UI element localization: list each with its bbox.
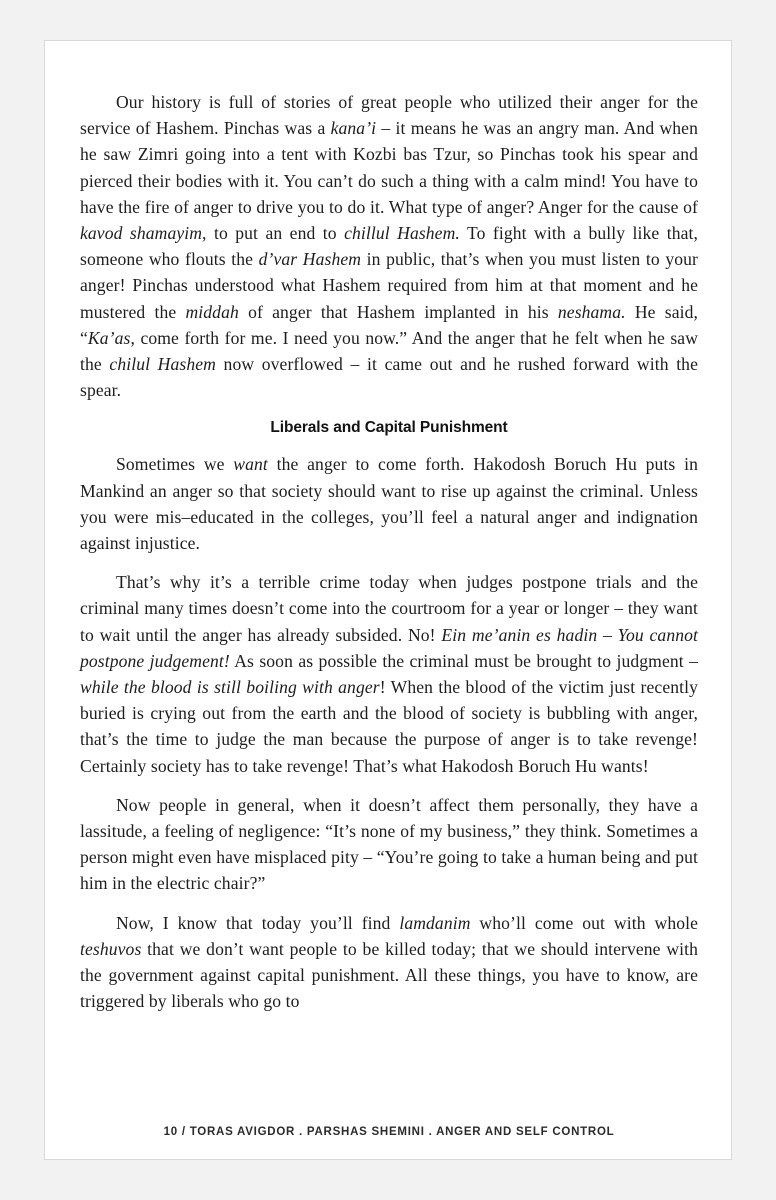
text-run: ! When the blood of the victim just recently buried is crying out from the earth and the blood of society is bubbling with anger, that’s the time to judge the man because the purpose of anger is to take revenge! Certainly society has to take revenge! That’s what Hakodosh Boruch Hu wants! <box>80 677 698 776</box>
text-run-italic: chilul Hashem <box>109 354 216 375</box>
text-run-italic: want <box>233 454 268 475</box>
text-run: now overflowed – it came out and he rushed forward with the spear. <box>80 354 698 401</box>
document-page <box>44 40 732 1160</box>
text-run: Now people in general, when it doesn’t affect them personally, they have a lassitude, a feeling of negligence: “It’s none of my business,” they think. Sometimes a person might even have misplaced pity – “You’re going to take a human being and put him in the electric chair?” <box>80 794 698 894</box>
text-run: Now, I know that today you’ll find <box>116 912 400 933</box>
paragraph-2 <box>80 451 698 556</box>
text-run-italic: Ka’as <box>87 327 131 348</box>
text-run: Sometimes we <box>116 454 234 475</box>
paragraph-4 <box>80 792 698 897</box>
paragraph-3 <box>80 569 698 779</box>
text-run-italic: chillul Hashem. <box>344 223 460 244</box>
text-run: As soon as possible the criminal must be brought to judgment – <box>229 650 698 671</box>
text-run-italic: lamdanim <box>399 912 471 933</box>
text-run-italic: neshama. <box>557 301 626 322</box>
page-content <box>80 89 698 1015</box>
text-run: of anger that Hashem implanted in his <box>238 301 558 322</box>
text-run: in public, that’s when you must listen to your anger! Pinchas understood what Hashem required from him at that moment and he mustered the <box>80 249 698 322</box>
text-run-italic: while the blood is still boiling with anger <box>80 677 380 698</box>
text-run: , come forth for me. I need you now.” And the anger that he felt when he saw the <box>80 327 698 375</box>
text-run: to put an end to <box>206 223 345 244</box>
text-run-italic: kana’i <box>330 118 377 139</box>
text-run-italic: kavod shamayim, <box>80 223 207 244</box>
text-run-italic: teshuvos <box>80 938 142 959</box>
text-run-italic: d’var Hashem <box>258 249 362 270</box>
text-run: To fight with a bully like that, someone who flouts the <box>80 223 698 270</box>
text-run: Our history is full of stories of great people who utilized their anger for the service of Hashem. Pinchas was a <box>80 92 698 139</box>
text-run-italic: middah <box>185 301 239 322</box>
text-run-italic: Ein me’anin es hadin – You cannot postpone judgement! <box>80 624 698 671</box>
text-run: That’s why it’s a terrible crime today when judges postpone trials and the criminal many times doesn’t come into the courtroom for a year or longer – they want to wait until the anger has already subsided. No! <box>80 572 698 645</box>
section-subheading: Liberals and Capital Punishment <box>270 419 508 437</box>
text-run: who’ll come out with whole <box>470 912 699 933</box>
paragraph-1 <box>80 89 698 403</box>
text-run: He said, “ <box>80 301 698 348</box>
text-run: the anger to come forth. Hakodosh Boruch Hu puts in Mankind an anger so that society should want to rise up against the criminal. Unless you were mis–educated in the colleges, you’ll feel a natural anger and indignation against injustice. <box>80 454 698 554</box>
paragraph-5 <box>80 910 698 1015</box>
page-footer: 10 / TORAS AVIGDOR . PARSHAS SHEMINI . ANGER AND SELF CONTROL <box>163 1126 615 1138</box>
text-run: that we don’t want people to be killed today; that we should intervene with the government against capital punishment. All these things, you have to know, are triggered by liberals who go to <box>80 938 698 1012</box>
text-run: – it means he was an angry man. And when he saw Zimri going into a tent with Kozbi bas Tzur, so Pinchas took his spear and pierced their bodies with it. You can’t do such a thing with a calm mind! You have to have the fire of anger to drive you to do it. What type of anger? Anger for the cause of <box>80 118 698 217</box>
